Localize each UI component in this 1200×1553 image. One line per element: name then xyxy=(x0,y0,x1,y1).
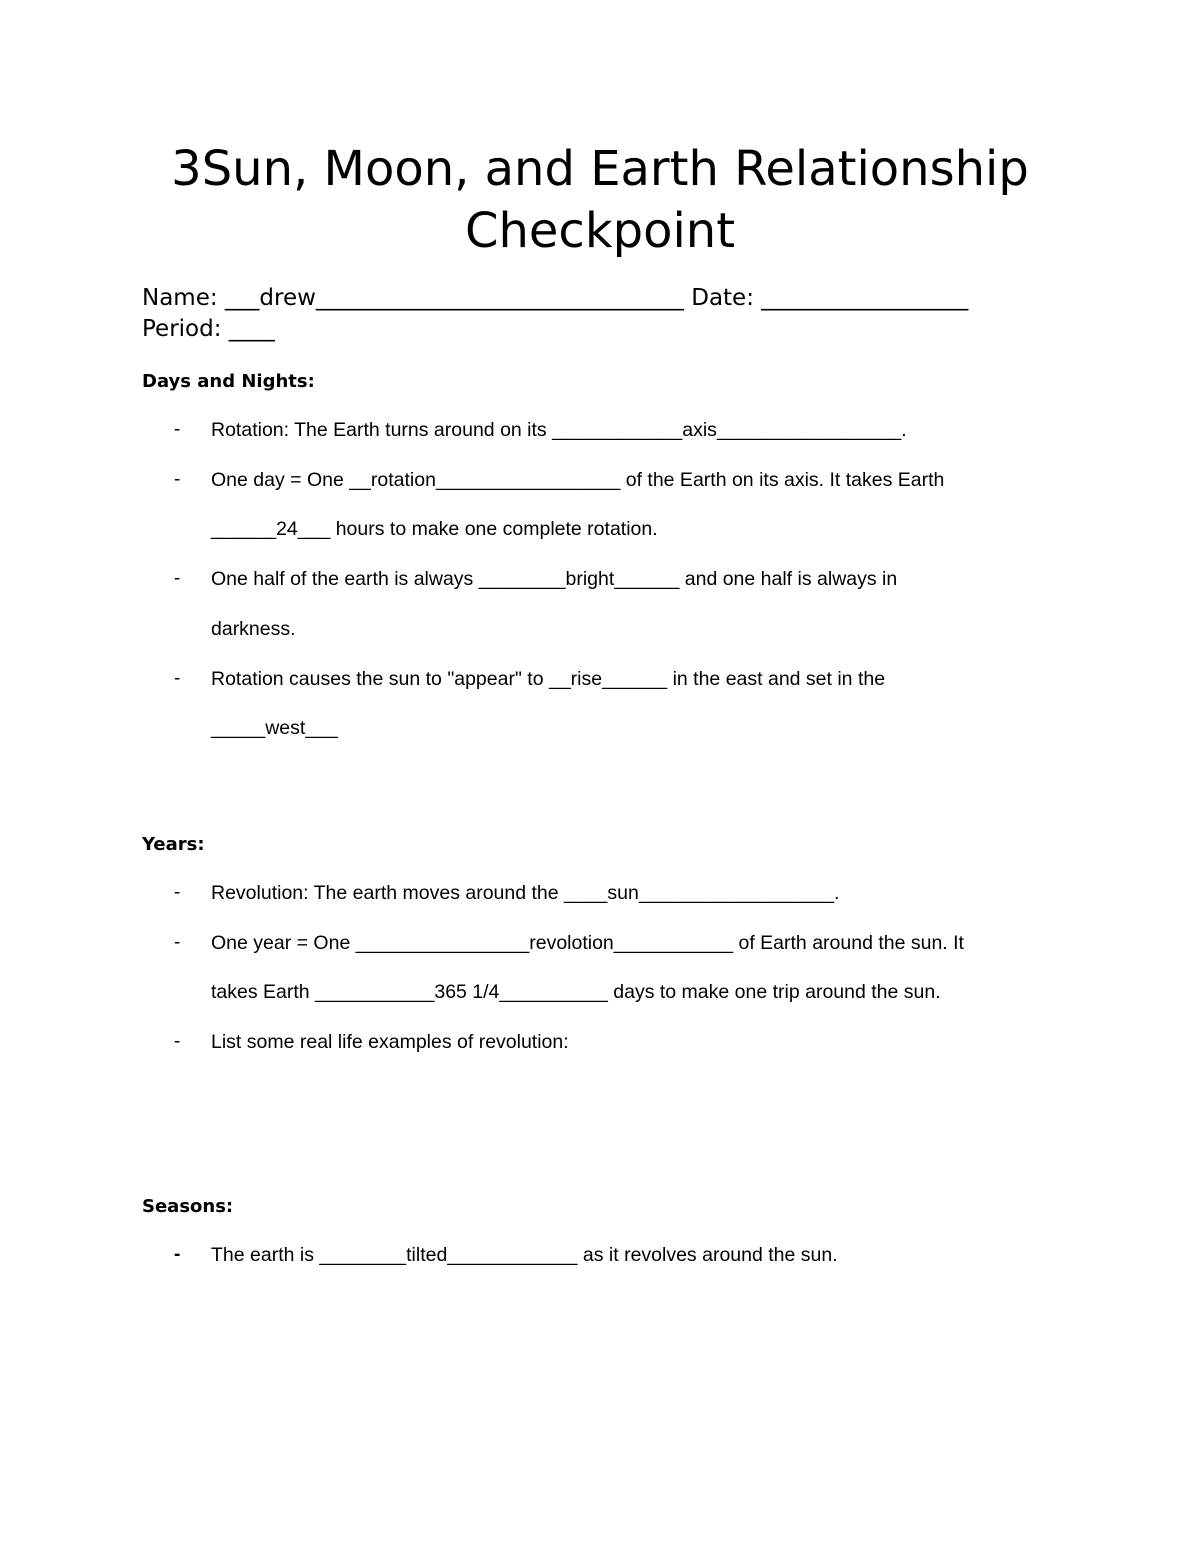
title-line-2: Checkpoint xyxy=(464,203,736,259)
list-item: The earth is ________tilted____________ as it revolves around the sun. xyxy=(211,1244,838,1266)
bullet-dash: - xyxy=(174,469,181,490)
section-heading-years: Years: xyxy=(142,834,205,855)
list-item: List some real life examples of revolution: xyxy=(211,1031,569,1053)
page-title xyxy=(0,138,1200,262)
bullet-dash: - xyxy=(174,932,181,953)
bullet-dash: - xyxy=(174,1244,181,1265)
list-item: One day = One __rotation_________________ of the Earth on its axis. It takes Earth xyxy=(211,469,945,491)
bullet-dash: - xyxy=(174,882,181,903)
bullet-dash: - xyxy=(174,1031,181,1052)
list-item: One year = One ________________revolotion___________ of Earth around the sun. It xyxy=(211,932,964,954)
bullet-dash: - xyxy=(174,568,181,589)
list-item-continuation: takes Earth ___________365 1/4__________ days to make one trip around the sun. xyxy=(211,981,941,1003)
list-item: Rotation causes the sun to "appear" to __rise______ in the east and set in the xyxy=(211,668,886,690)
list-item: Revolution: The earth moves around the ____sun__________________. xyxy=(211,882,840,904)
bullet-dash: - xyxy=(174,419,181,440)
list-item: One half of the earth is always ________bright______ and one half is always in xyxy=(211,568,898,590)
section-heading-seasons: Seasons: xyxy=(142,1196,234,1217)
name-date-line: Name: ___drew________________________________ Date: __________________ xyxy=(142,285,969,311)
bullet-dash: - xyxy=(174,668,181,689)
period-line: Period: ____ xyxy=(142,316,275,342)
list-item-continuation: darkness. xyxy=(211,618,296,640)
list-item-continuation: ______24___ hours to make one complete rotation. xyxy=(211,518,658,540)
section-heading-days-nights: Days and Nights: xyxy=(142,371,315,392)
list-item-continuation: _____west___ xyxy=(211,717,338,739)
title-line-1: 3Sun, Moon, and Earth Relationship xyxy=(171,141,1029,197)
list-item: Rotation: The Earth turns around on its ____________axis_________________. xyxy=(211,419,907,441)
